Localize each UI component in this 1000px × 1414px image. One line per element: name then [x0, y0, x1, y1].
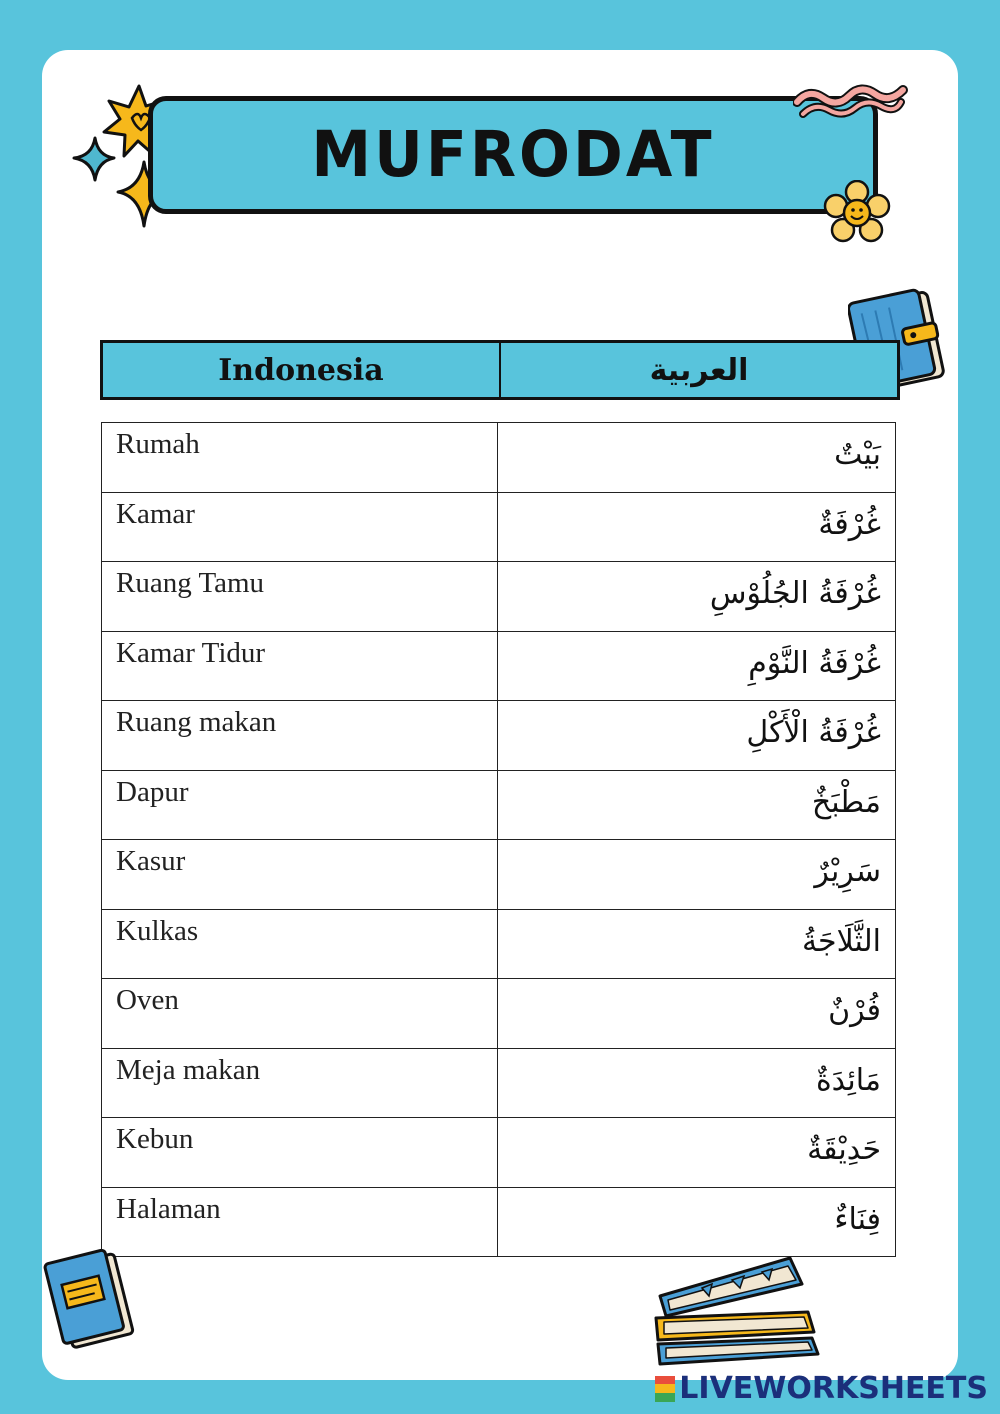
indonesian-word: Rumah: [102, 423, 498, 493]
indonesian-word: Kamar: [102, 492, 498, 562]
indonesian-word: Kebun: [102, 1118, 498, 1188]
sparkle-teal-icon: [74, 138, 114, 180]
indonesian-word: Dapur: [102, 770, 498, 840]
table-row: [102, 1118, 896, 1188]
arabic-word: الثَّلَاجَةُ: [498, 909, 896, 979]
table-header: [100, 340, 900, 400]
vocabulary-table: [101, 422, 896, 1257]
arabic-word: فِنَاءٌ: [498, 1187, 896, 1257]
liveworksheets-logo: [655, 1371, 988, 1406]
book-icon: [42, 1246, 142, 1352]
table-row: [102, 701, 896, 771]
book-stack-icon: [652, 1244, 824, 1372]
arabic-word: غُرْفَةُ الْأَكْلِ: [498, 701, 896, 771]
indonesian-word: Meja makan: [102, 1048, 498, 1118]
table-row: [102, 631, 896, 701]
table-row: [102, 562, 896, 632]
indonesian-word: Ruang Tamu: [102, 562, 498, 632]
indonesian-word: Kulkas: [102, 909, 498, 979]
arabic-word: غُرْفَةٌ: [498, 492, 896, 562]
table-row: [102, 770, 896, 840]
liveworksheets-brand-text: LIVEWORKSHEETS: [679, 1371, 988, 1406]
arabic-word: سَرِيْرٌ: [498, 840, 896, 910]
indonesian-word: Kasur: [102, 840, 498, 910]
arabic-word: بَيْتٌ: [498, 423, 896, 493]
arabic-word: حَدِيْقَةٌ: [498, 1118, 896, 1188]
table-row: [102, 1048, 896, 1118]
table-row: [102, 909, 896, 979]
title-banner: [148, 96, 878, 214]
page-title: MUFRODAT: [311, 118, 715, 192]
squiggle-sticker-icon: [793, 82, 908, 122]
arabic-word: غُرْفَةُ النَّوْمِ: [498, 631, 896, 701]
table-row: [102, 840, 896, 910]
table-row: [102, 492, 896, 562]
indonesian-word: Ruang makan: [102, 701, 498, 771]
table-row: [102, 979, 896, 1049]
arabic-word: مَطْبَخٌ: [498, 770, 896, 840]
smiley-flower-icon: [822, 180, 892, 246]
indonesian-word: Kamar Tidur: [102, 631, 498, 701]
liveworksheets-badge-icon: [655, 1376, 675, 1402]
indonesian-word: Oven: [102, 979, 498, 1049]
arabic-word: مَائِدَةٌ: [498, 1048, 896, 1118]
table-row: [102, 423, 896, 493]
indonesian-word: Halaman: [102, 1187, 498, 1257]
arabic-word: غُرْفَةُ الجُلُوْسِ: [498, 562, 896, 632]
arabic-word: فُرْنٌ: [498, 979, 896, 1049]
header-indonesia: Indonesia: [103, 343, 501, 397]
header-arabic: العربية: [649, 352, 749, 388]
